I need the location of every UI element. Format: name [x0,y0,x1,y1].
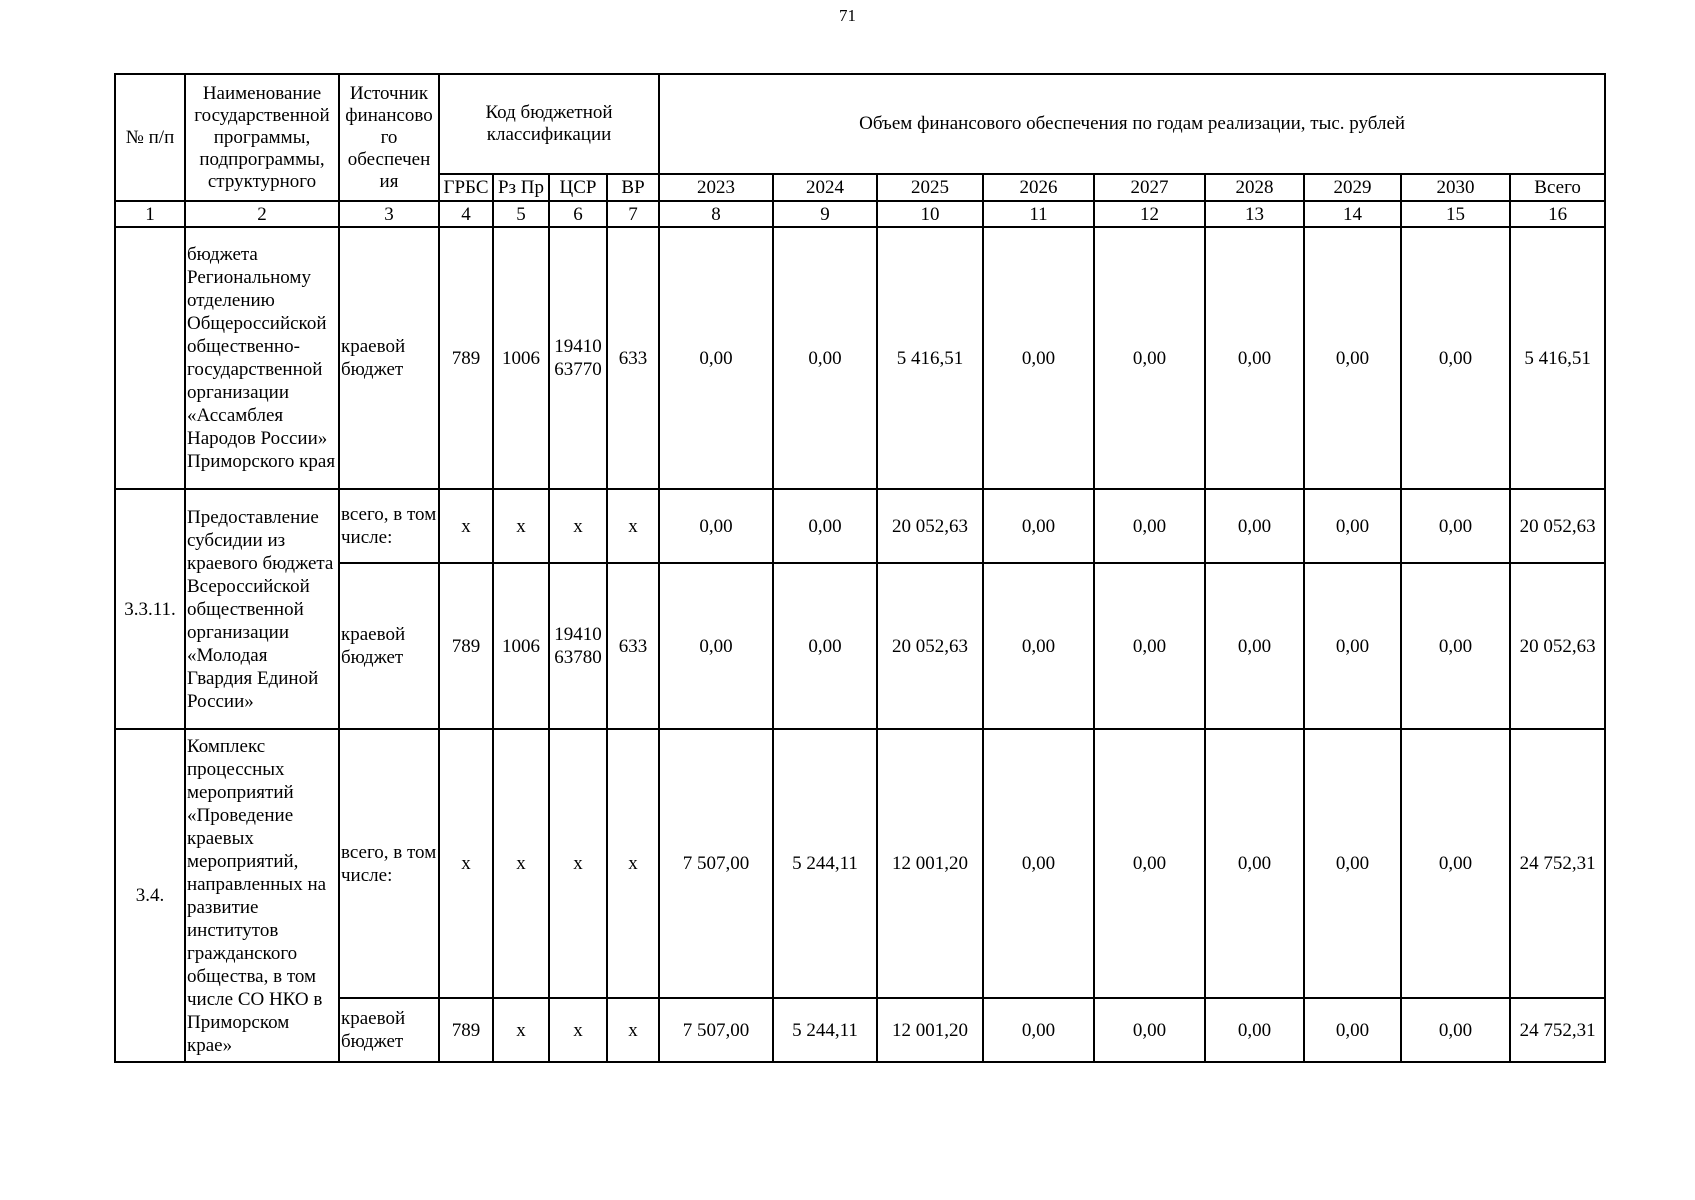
row-grbs: х [439,729,493,998]
row-value-2023: 7 507,00 [659,729,773,998]
column-number: 5 [493,201,549,227]
header-year-2024: 2024 [773,174,877,201]
table-row [115,489,1605,563]
row-value-2030: 0,00 [1401,489,1510,563]
column-number: 13 [1205,201,1304,227]
header-col-source-line: Источник [349,82,429,104]
row-value-2026: 0,00 [983,489,1094,563]
row-value-2027: 0,00 [1094,227,1205,489]
header-col-source-line: финансово [345,104,433,126]
row-value-total: 20 052,63 [1510,563,1605,729]
row-rzpr: х [493,489,549,563]
column-number: 9 [773,201,877,227]
row-rzpr: 1006 [493,227,549,489]
header-year-2029: 2029 [1304,174,1401,201]
row-value-2026: 0,00 [983,227,1094,489]
column-number: 14 [1304,201,1401,227]
header-row [115,74,1605,174]
row-csr-part: 63780 [554,647,602,668]
header-grbs: ГРБС [439,174,493,201]
header-total: Всего [1510,174,1605,201]
row-grbs: 789 [439,227,493,489]
column-number: 1 [115,201,185,227]
table-row [115,729,1605,998]
row-value-2023: 0,00 [659,563,773,729]
row-csr: х [549,489,607,563]
row-value-2025: 12 001,20 [877,998,983,1062]
row-value-2025: 5 416,51 [877,227,983,489]
header-year-2023: 2023 [659,174,773,201]
column-number: 7 [607,201,659,227]
table-row [115,563,1605,729]
row-value-2030: 0,00 [1401,563,1510,729]
table-row [115,227,1605,489]
header-year-2028: 2028 [1205,174,1304,201]
row-vr: 633 [607,563,659,729]
table-row [115,998,1605,1062]
row-value-2029: 0,00 [1304,489,1401,563]
row-csr-part: 19410 [554,336,602,357]
row-value-2029: 0,00 [1304,998,1401,1062]
row-source: всего, в том числе: [339,489,439,563]
row-grbs: 789 [439,998,493,1062]
header-year-2025: 2025 [877,174,983,201]
row-value-2024: 0,00 [773,227,877,489]
row-value-2027: 0,00 [1094,998,1205,1062]
row-value-2024: 0,00 [773,563,877,729]
row-value-2027: 0,00 [1094,563,1205,729]
row-value-2030: 0,00 [1401,227,1510,489]
budget-table [114,73,1606,1063]
header-year-2030: 2030 [1401,174,1510,201]
row-value-2027: 0,00 [1094,489,1205,563]
row-value-total: 24 752,31 [1510,729,1605,998]
row-source: краевой бюджет [339,998,439,1062]
column-number: 15 [1401,201,1510,227]
column-number: 6 [549,201,607,227]
header-col-source-line: ия [379,170,399,192]
row-value-2028: 0,00 [1205,563,1304,729]
row-value-2025: 20 052,63 [877,563,983,729]
row-name: Предоставление субсидии из краевого бюджета Всероссийской общественной организации «Молодая Гвардия Единой России» [185,489,339,729]
row-value-2028: 0,00 [1205,729,1304,998]
row-value-total: 24 752,31 [1510,998,1605,1062]
header-rzpr: Рз Пр [493,174,549,201]
row-value-2029: 0,00 [1304,563,1401,729]
column-number: 11 [983,201,1094,227]
row-source: краевой бюджет [339,563,439,729]
header-year-2027: 2027 [1094,174,1205,201]
row-vr: х [607,489,659,563]
column-number: 10 [877,201,983,227]
row-value-2025: 12 001,20 [877,729,983,998]
row-grbs: х [439,489,493,563]
row-rzpr: 1006 [493,563,549,729]
row-value-2024: 0,00 [773,489,877,563]
row-value-2024: 5 244,11 [773,729,877,998]
row-value-2030: 0,00 [1401,998,1510,1062]
row-value-2023: 0,00 [659,489,773,563]
row-value-2025: 20 052,63 [877,489,983,563]
row-vr: х [607,998,659,1062]
row-value-2026: 0,00 [983,998,1094,1062]
row-value-2030: 0,00 [1401,729,1510,998]
header-vr: ВР [607,174,659,201]
row-value-2028: 0,00 [1205,489,1304,563]
row-value-2028: 0,00 [1205,227,1304,489]
row-number: 3.3.11. [115,489,185,729]
row-grbs: 789 [439,563,493,729]
header-csr: ЦСР [549,174,607,201]
row-csr [549,563,607,729]
row-value-2026: 0,00 [983,563,1094,729]
row-rzpr: х [493,729,549,998]
header-col-source-line: обеспечен [347,148,431,170]
header-col-kbk: Код бюджетной классификации [439,74,659,174]
row-csr-part: 63770 [554,359,602,380]
header-col-name: Наименование государственной программы, подпрограммы, структурного [185,74,339,201]
row-csr: х [549,729,607,998]
row-name: Комплекс процессных мероприятий «Проведение краевых мероприятий, направленных на развитие институтов гражданского общества, в том числе СО НКО в Приморском крае» [185,729,339,1062]
column-number: 4 [439,201,493,227]
row-number: 3.4. [115,729,185,1062]
header-col-num: № п/п [115,74,185,201]
row-value-2024: 5 244,11 [773,998,877,1062]
row-number [115,227,185,489]
row-value-2029: 0,00 [1304,729,1401,998]
row-value-2023: 7 507,00 [659,998,773,1062]
header-col-volume: Объем финансового обеспечения по годам реализации, тыс. рублей [659,74,1605,174]
row-value-2027: 0,00 [1094,729,1205,998]
column-number: 16 [1510,201,1605,227]
page-number: 71 [839,6,856,25]
row-value-total: 20 052,63 [1510,489,1605,563]
row-rzpr: х [493,998,549,1062]
column-number: 12 [1094,201,1205,227]
row-value-2023: 0,00 [659,227,773,489]
row-csr [549,227,607,489]
row-name: бюджета Региональному отделению Общероссийской общественно-государственной организации «Ассамблея Народов России» Приморского края [185,227,339,489]
row-source: всего, в том числе: [339,729,439,998]
row-vr: х [607,729,659,998]
row-vr: 633 [607,227,659,489]
header-col-source-line: го [380,126,398,148]
row-value-total: 5 416,51 [1510,227,1605,489]
row-value-2028: 0,00 [1205,998,1304,1062]
column-number: 8 [659,201,773,227]
row-source: краевой бюджет [339,227,439,489]
row-value-2029: 0,00 [1304,227,1401,489]
column-numbers-row [115,201,1605,227]
row-value-2026: 0,00 [983,729,1094,998]
column-number: 2 [185,201,339,227]
header-col-source [339,74,439,201]
column-number: 3 [339,201,439,227]
row-csr: х [549,998,607,1062]
row-csr-part: 19410 [554,624,602,645]
header-year-2026: 2026 [983,174,1094,201]
